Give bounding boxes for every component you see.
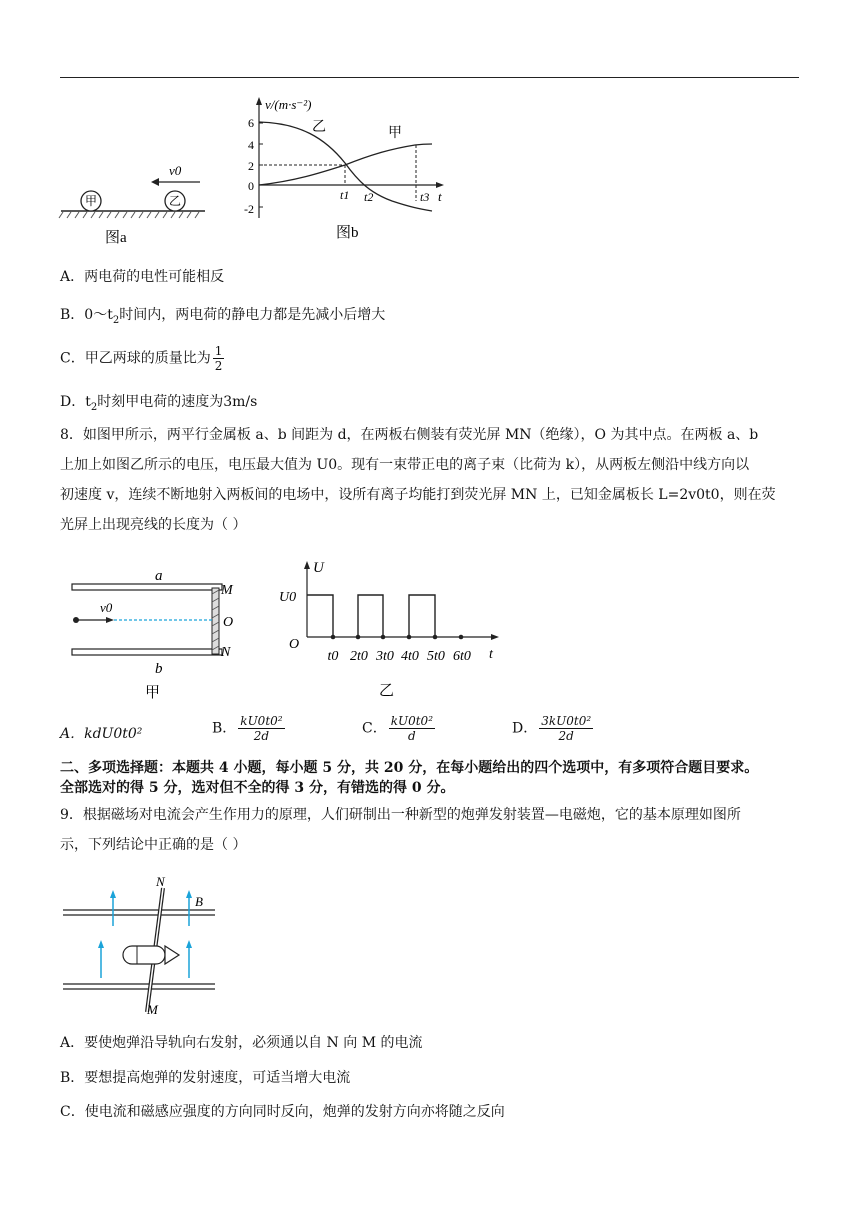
q8-option-c-fraction [389, 714, 435, 743]
q8-option-a[interactable]: A．kdU0t0² [60, 726, 143, 742]
q8-option-c[interactable] [362, 714, 437, 743]
label-M: M [221, 583, 233, 598]
q7-option-b-sub: 2 [112, 314, 120, 326]
section-2-header [60, 758, 800, 798]
q8-option-d[interactable] [512, 714, 595, 743]
tick-t0: t0 [327, 649, 339, 664]
plate-b [72, 649, 222, 655]
q8-option-d-den: 2d [558, 729, 574, 743]
q7-option-b-pre: B．0～t [60, 307, 113, 323]
q7-option-c-den: 2 [214, 359, 223, 373]
plate-a [72, 584, 222, 590]
q7-option-c-fraction [213, 344, 225, 373]
tick-t1: t1 [340, 188, 350, 202]
tick-y-2: 2 [248, 159, 254, 173]
tick-y-neg2: -2 [244, 202, 254, 216]
q7-option-d-post: 时刻甲电荷的速度为3m/s [97, 394, 258, 410]
q8-option-b-num: kU0t0² [240, 714, 283, 728]
tick-4t0: 4t0 [401, 649, 419, 664]
q8-option-b[interactable] [212, 714, 287, 743]
label-N: N [156, 874, 165, 889]
q9-line-1: 9．根据磁场对电流会产生作用力的原理，人们研制出一种新型的炮弹发射装置—电磁炮，它的基本原理如图所 [60, 807, 741, 823]
q8-option-b-label: B． [212, 720, 237, 737]
q9-option-a[interactable]: A．要使炮弹沿导轨向右发射，必须通以自 N 向 M 的电流 [60, 1035, 423, 1051]
tick-3t0: 3t0 [376, 649, 394, 664]
q8-option-b-fraction [238, 714, 284, 743]
q9-figure-railgun [55, 874, 225, 1019]
section-2-line-2: 全部选对的得 5 分，选对但不全的得 3 分，有错选的得 0 分。 [60, 780, 455, 796]
figure-yi-caption: 乙 [379, 683, 395, 699]
ball-jia-label: 甲 [84, 194, 98, 208]
section-2-line-1: 二、多项选择题：本题共 4 小题，每小题 5 分，共 20 分，在每小题给出的四个选项中，有多项符合题目要求。 [60, 760, 759, 776]
q7-option-b-post: 时间内，两电荷的静电力都是先减小后增大 [119, 307, 386, 323]
axis-x-label: t [438, 189, 442, 204]
plate-b-label: b [155, 661, 163, 677]
q8-option-d-label: D． [512, 720, 538, 737]
label-M: M [147, 1002, 158, 1017]
q8-line-1: 8．如图甲所示，两平行金属板 a、b 间距为 d，在两板右侧装有荧光屏 MN（绝缘），O 为其中点。在两板 a、b [60, 427, 759, 443]
plate-a-label: a [155, 568, 163, 584]
q9-stem [60, 800, 800, 860]
tick-t2: t2 [364, 190, 374, 204]
q9-option-c[interactable]: C．使电流和磁感应强度的方向同时反向，炮弹的发射方向亦将随之反向 [60, 1104, 505, 1120]
q7-option-d[interactable] [60, 392, 257, 418]
q9-line-2: 示，下列结论中正确的是（ ） [60, 837, 247, 853]
tick-2t0: 2t0 [350, 649, 368, 664]
tick-6t0: 6t0 [453, 649, 471, 664]
q8-figure-jia [60, 560, 250, 705]
tick-y-6: 6 [248, 116, 254, 130]
screen-mn [212, 588, 219, 654]
q7-option-c-pre: C．甲乙两球的质量比为 [60, 350, 211, 367]
q8-option-d-num: 3kU0t0² [541, 714, 592, 728]
ball-yi-label: 乙 [168, 194, 182, 208]
q8-stem [60, 420, 800, 540]
figure-a-caption: 图a [105, 230, 127, 246]
tick-y-4: 4 [248, 138, 254, 152]
label-origin: O [289, 637, 300, 652]
label-O: O [223, 615, 234, 630]
q8-option-d-fraction [539, 714, 593, 743]
q9-option-b[interactable]: B．要想提高炮弹的发射速度，可适当增大电流 [60, 1070, 351, 1086]
figure-b-caption: 图b [336, 225, 359, 241]
q7-option-b[interactable] [60, 305, 385, 331]
q8-line-3: 初速度 v，连续不断地射入两板间的电场中，设所有离子均能打到荧光屏 MN 上，已知金属板长 L=2v0t0，则在荧 [60, 487, 776, 503]
q7-option-d-sub: 2 [90, 401, 98, 413]
q7-option-c[interactable] [60, 344, 226, 373]
q7-option-a[interactable]: A．两电荷的电性可能相反 [60, 269, 225, 285]
velocity-label: v0 [169, 163, 182, 178]
curve-yi-label: 乙 [312, 120, 326, 135]
q7-figure-a [55, 160, 215, 250]
axis-t: t [489, 647, 493, 662]
label-U0: U0 [279, 590, 297, 605]
projectile [123, 946, 165, 964]
q8-option-c-num: kU0t0² [390, 714, 434, 728]
voltage-waveform [307, 595, 435, 637]
curve-jia-label: 甲 [388, 126, 402, 141]
label-B: B [195, 894, 203, 909]
tick-5t0: 5t0 [427, 649, 445, 664]
figure-jia-caption: 甲 [145, 685, 161, 701]
q8-option-c-den: d [408, 729, 416, 743]
header-rule [60, 77, 799, 78]
label-N: N [221, 645, 231, 660]
q8-line-4: 光屏上出现亮线的长度为（ ） [60, 517, 247, 533]
q7-option-c-num: 1 [214, 344, 223, 358]
tick-t3: t3 [420, 190, 430, 204]
axis-y-label: v/(m·s⁻²) [265, 97, 312, 112]
velocity-v0: v0 [100, 600, 113, 615]
tick-y-0: 0 [248, 179, 254, 193]
q7-figure-b [240, 93, 460, 248]
q8-option-c-label: C． [362, 720, 387, 737]
q8-option-b-den: 2d [253, 729, 270, 743]
q8-line-2: 上加上如图乙所示的电压，电压最大值为 U0。现有一束带正电的离子束（比荷为 k），从两板左侧沿中线方向以 [60, 457, 750, 473]
q8-figure-yi [275, 555, 505, 705]
axis-U: U [313, 560, 324, 576]
q7-option-d-pre: D．t [60, 394, 91, 410]
